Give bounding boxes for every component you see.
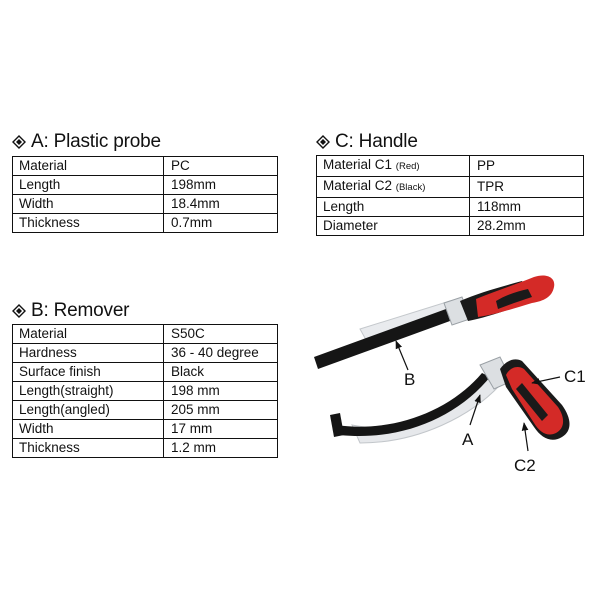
spec-value: 1.2 mm <box>164 439 278 458</box>
spec-key: Diameter <box>317 217 470 236</box>
spec-key-note: (Black) <box>395 182 426 193</box>
spec-key-text: Material C2 <box>323 178 393 193</box>
section-c-title <box>316 131 418 153</box>
spec-value: 36 - 40 degree <box>164 344 278 363</box>
section-a-title <box>12 131 161 153</box>
spec-value: S50C <box>164 325 278 344</box>
table-row <box>13 157 278 176</box>
angled-remover-tool <box>330 357 570 443</box>
section-b-title <box>12 300 129 322</box>
table-row <box>317 217 584 236</box>
spec-key: Length(angled) <box>13 401 164 420</box>
remover-spec-table <box>12 324 278 458</box>
spec-value: 205 mm <box>164 401 278 420</box>
straight-remover-tool <box>314 275 554 369</box>
table-row <box>13 401 278 420</box>
table-row <box>317 156 584 177</box>
callout-label-c2: C2 <box>514 456 536 475</box>
spec-value: 0.7mm <box>164 214 278 233</box>
plastic-probe-spec-table <box>12 156 278 233</box>
callout-label-b: B <box>404 370 416 389</box>
spec-value: 17 mm <box>164 420 278 439</box>
remover-tip <box>330 413 344 437</box>
table-row <box>317 177 584 198</box>
spec-value: PC <box>164 157 278 176</box>
spec-value: 198 mm <box>164 382 278 401</box>
table-row <box>13 382 278 401</box>
spec-key: Width <box>13 195 164 214</box>
spec-key <box>317 156 470 177</box>
tool-illustration <box>300 265 600 495</box>
table-row <box>317 198 584 217</box>
section-b-title-text: B: Remover <box>31 300 130 321</box>
spec-value: 28.2mm <box>470 217 584 236</box>
spec-value: 198mm <box>164 176 278 195</box>
remover-blade-straight <box>314 309 450 369</box>
spec-key: Material <box>13 157 164 176</box>
table-row <box>13 214 278 233</box>
handle-spec-table <box>316 155 584 236</box>
spec-key: Length <box>13 176 164 195</box>
spec-key: Length <box>317 198 470 217</box>
callout-label-a: A <box>462 430 474 449</box>
spec-key: Surface finish <box>13 363 164 382</box>
diamond-bullet-icon <box>12 135 26 149</box>
spec-value: 18.4mm <box>164 195 278 214</box>
section-a-title-text: A: Plastic probe <box>31 131 161 152</box>
table-row <box>13 363 278 382</box>
callout-arrow-b <box>396 341 408 370</box>
spec-value: PP <box>470 156 584 177</box>
spec-key: Length(straight) <box>13 382 164 401</box>
spec-value: 118mm <box>470 198 584 217</box>
spec-key: Thickness <box>13 214 164 233</box>
spec-key: Thickness <box>13 439 164 458</box>
table-row <box>13 176 278 195</box>
spec-key: Material <box>13 325 164 344</box>
spec-key-note: (Red) <box>395 161 420 172</box>
table-row <box>13 420 278 439</box>
callout-label-c1: C1 <box>564 367 586 386</box>
table-row <box>13 439 278 458</box>
callout-arrow-c2 <box>524 423 528 451</box>
spec-key <box>317 177 470 198</box>
table-row <box>13 325 278 344</box>
spec-value: TPR <box>470 177 584 198</box>
diamond-bullet-icon <box>316 135 330 149</box>
section-c-title-text: C: Handle <box>335 131 418 152</box>
table-row <box>13 344 278 363</box>
table-row <box>13 195 278 214</box>
diamond-bullet-icon <box>12 304 26 318</box>
spec-key-text: Material C1 <box>323 157 393 172</box>
spec-key: Width <box>13 420 164 439</box>
spec-value: Black <box>164 363 278 382</box>
spec-key: Hardness <box>13 344 164 363</box>
